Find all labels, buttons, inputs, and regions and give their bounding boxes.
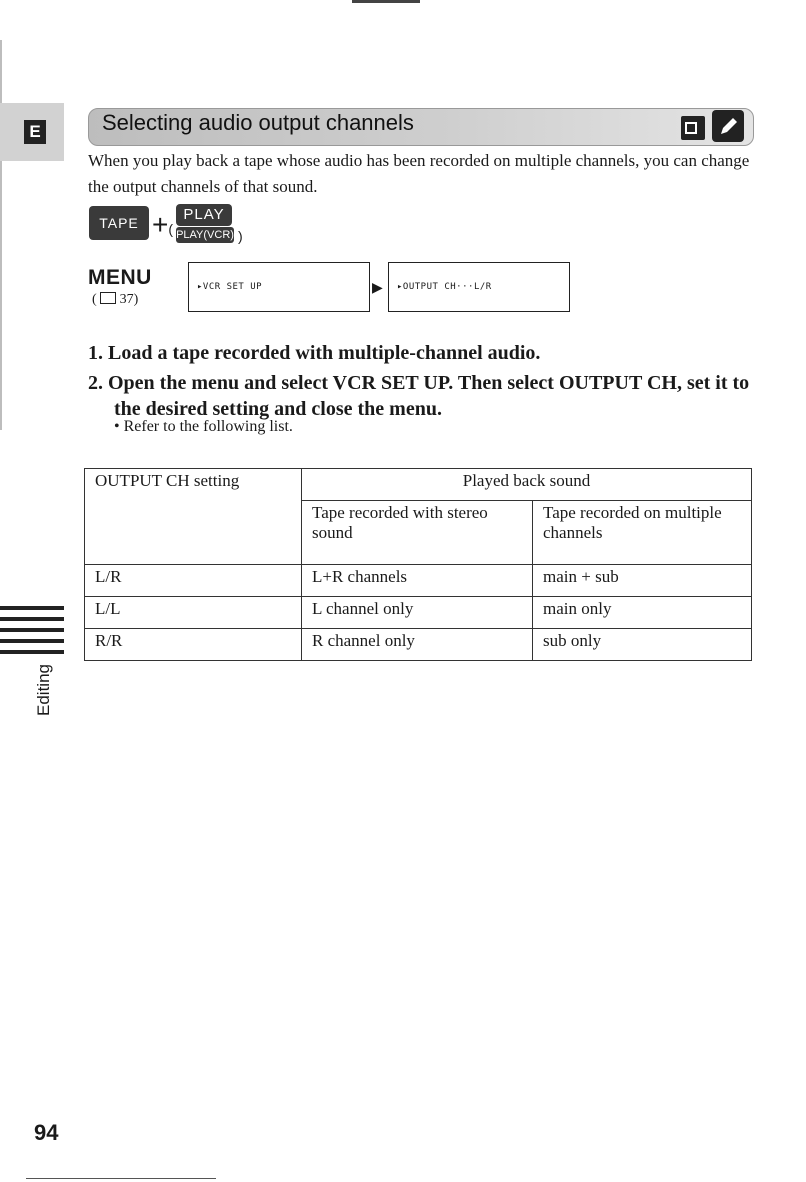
language-tab-letter: E [24,120,46,144]
play-vcr-button: PLAY(VCR) [176,229,234,241]
bottom-rule [26,1178,216,1179]
menu-box-output-ch: ▸OUTPUT CH···L/R [388,262,570,312]
intro-paragraph: When you play back a tape whose audio has been recorded on multiple channels, you can change the output channels of that sound. [88,151,750,196]
section-marker-bars [0,606,64,661]
subheader-stereo: Tape recorded with stereo sound [302,501,533,565]
menu-box-vcr-setup: ▸VCR SET UP [188,262,370,312]
menu-label: MENU [88,266,152,289]
menu-page-ref: ( 37) [92,292,139,307]
play-button: PLAY [176,204,232,226]
section-label: Editing [34,664,53,716]
step-1: 1. Load a tape recorded with multiple-channel audio. [88,342,541,364]
edit-pen-icon [712,110,744,142]
book-icon [100,292,116,304]
step-2: 2. Open the menu and select VCR SET UP. Then select OUTPUT CH, set it to the desired setting and close the menu. [88,372,750,420]
subheader-multi: Tape recorded on multiple channels [533,501,752,565]
header-setting: OUTPUT CH setting [85,469,302,565]
page-number: 94 [34,1120,59,1145]
table-row: R/R R channel only sub only [85,629,752,661]
table-row: L/L L channel only main only [85,597,752,629]
card-icon [681,116,705,140]
left-margin-line [0,40,2,430]
header-played: Played back sound [302,469,752,501]
menu-arrow-icon: ▶ [372,280,383,296]
table-row: L/R L+R channels main + sub [85,565,752,597]
bullet-note: • Refer to the following list. [114,418,293,435]
paren-close: ) [238,228,243,244]
plus-sign: +( [152,209,174,240]
top-rule [352,0,420,3]
output-ch-table [84,468,752,661]
section-title: Selecting audio output channels [102,110,414,135]
tape-button: TAPE [89,206,149,240]
